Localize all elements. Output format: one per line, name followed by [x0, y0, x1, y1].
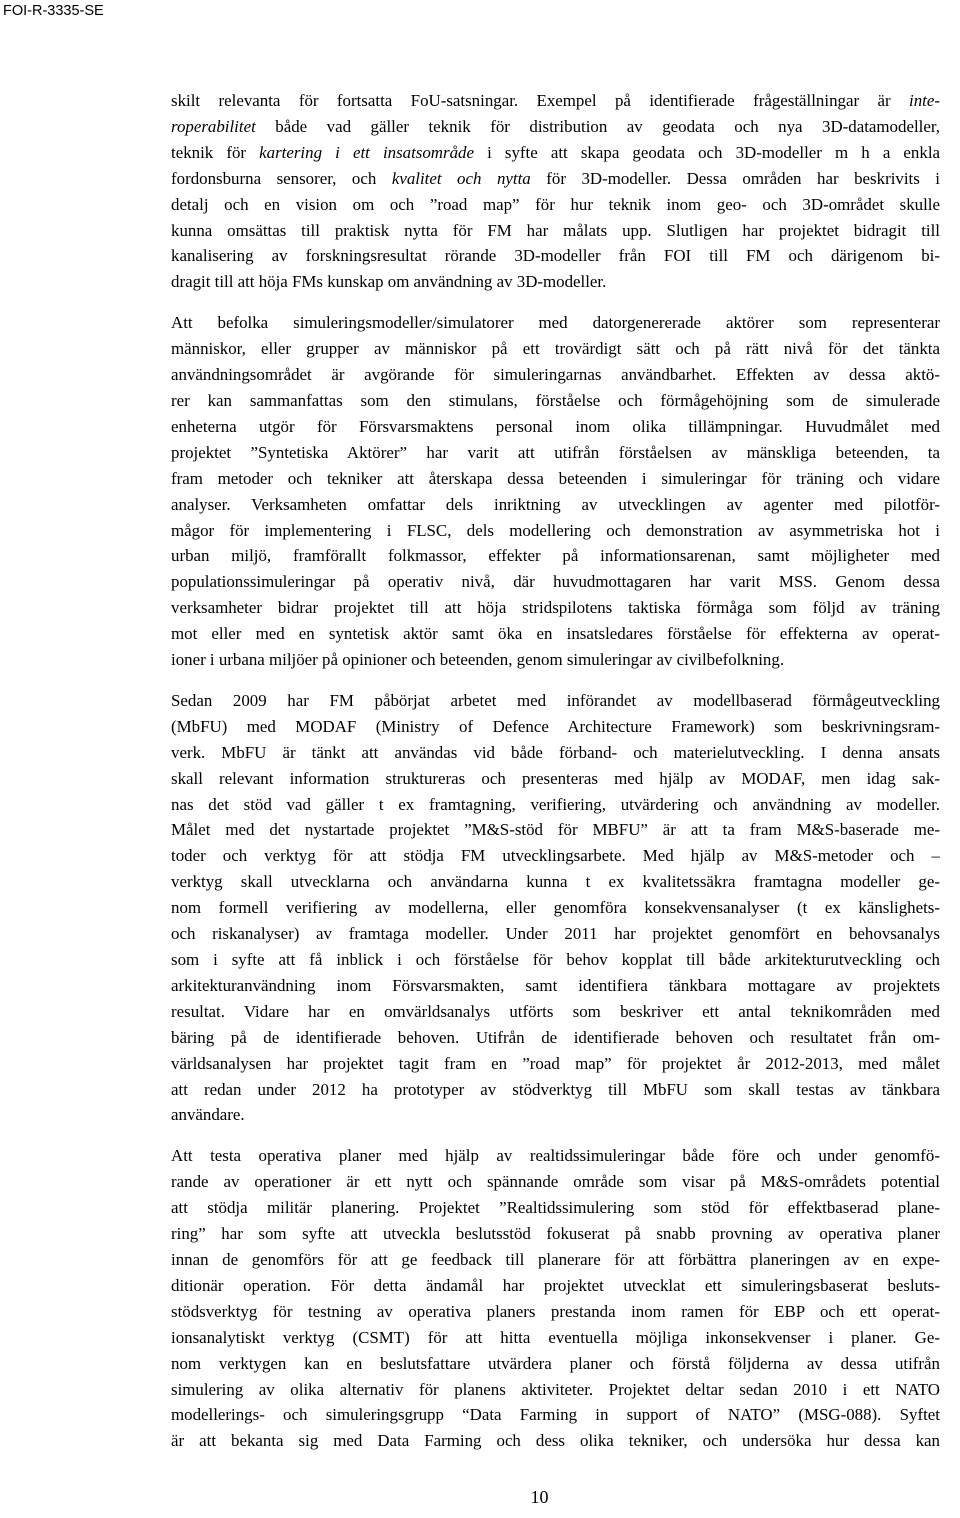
- text-segment: fordonsburna sensorer, och: [171, 168, 392, 188]
- text-segment: ditionär operation. För detta ändamål har projektet utvecklat ett simuleringsbaserat besluts-: [171, 1275, 940, 1295]
- italic-term: roperabilitet: [171, 116, 256, 136]
- text-segment: Att befolka simuleringsmodeller/simulatorer med datorgenererade aktörer som representerar: [171, 313, 940, 333]
- text-line: [171, 740, 940, 766]
- text-segment: världsanalysen har projektet tagit fram en ”road map” för projektet år 2012-2013, med målet: [171, 1053, 940, 1073]
- italic-term: kvalitet och nytta: [391, 168, 531, 188]
- text-line: [171, 1143, 940, 1169]
- text-segment: att stödja militär planering. Projektet ”Realtidssimulering som stöd för effektbaserad plane-: [171, 1198, 940, 1218]
- text-line: [171, 569, 940, 595]
- text-line: [171, 1247, 940, 1273]
- text-segment: verktyg skall utvecklarna och användarna kunna t ex kvalitetssäkra framtagna modeller ge-: [171, 872, 940, 892]
- text-line: [171, 1428, 940, 1454]
- paragraph: [171, 310, 940, 673]
- text-line: [171, 88, 940, 114]
- text-segment: fram metoder och tekniker att återskapa dessa beteenden i simuleringar för träning och vidare: [171, 468, 940, 488]
- text-line: [171, 1351, 940, 1377]
- text-line: [171, 269, 940, 295]
- text-line: [171, 1025, 940, 1051]
- text-segment: toder och verktyg för att stödja FM utvecklingsarbete. Med hjälp av M&S-metoder och –: [171, 846, 940, 866]
- text-segment: är att bekanta sig med Data Farming och dess olika tekniker, och undersöka hur dessa kan: [171, 1431, 940, 1451]
- text-segment: som i syfte att få inblick i och förståelse för behov kopplat till både arkitekturutveckling och: [171, 950, 940, 969]
- text-line: [171, 1169, 940, 1195]
- text-line: [171, 1299, 940, 1325]
- text-line: [171, 466, 940, 492]
- text-line: [171, 1377, 940, 1403]
- text-segment: skilt relevanta för fortsatta FoU-satsningar. Exempel på identifierade frågeställningar är: [171, 91, 910, 110]
- text-line: [171, 921, 940, 947]
- text-segment: stödsverktyg för testning av operativa planers prestanda inom ramen för EBP och ett operat-: [171, 1301, 940, 1321]
- text-line: [171, 492, 940, 518]
- text-segment: att redan under 2012 ha prototyper av stödverktyg till MbFU som skall testas av tänkbara: [171, 1079, 940, 1099]
- text-segment: enheterna utgör för Försvarsmaktens personal inom olika tillämpningar. Huvudmålet med: [171, 416, 940, 436]
- text-line: [171, 114, 940, 140]
- text-segment: mot eller med en syntetisk aktör samt öka en insatsledares förståelse för effekterna av operat-: [171, 624, 940, 644]
- text-line: [171, 166, 940, 192]
- text-line: [171, 869, 940, 895]
- text-segment: innan de genomförs för att ge feedback till planerare för att förbättra planeringen av en expe-: [171, 1249, 940, 1269]
- text-segment: för 3D-modeller. Dessa områden har beskrivits i: [530, 168, 940, 188]
- text-segment: ring” har som syfte att utveckla beslutsstöd fokuserat på snabb provning av operativa planer: [171, 1224, 940, 1244]
- text-line: [171, 792, 940, 818]
- text-line: [171, 1273, 940, 1299]
- text-segment: populationssimuleringar på operativ nivå, där huvudmottagaren har varit MSS. Genom dessa: [171, 572, 940, 592]
- text-line: [171, 1077, 940, 1103]
- text-line: [171, 336, 940, 362]
- text-line: [171, 543, 940, 569]
- text-segment: Målet med det nystartade projektet ”M&S-stöd för MBFU” är att ta fram M&S-baserade me-: [171, 820, 940, 840]
- text-segment: projektet ”Syntetiska Aktörer” har varit att utifrån förståelsen av mänskliga beteenden, ta: [171, 442, 940, 462]
- text-segment: användningsområdet är avgörande för simuleringarnas användbarhet. Effekten av dessa aktö-: [171, 365, 940, 385]
- text-segment: människor, eller grupper av människor på ett trovärdigt sätt och på rätt nivå för det tänkta: [171, 339, 940, 359]
- text-segment: verk. MbFU är tänkt att användas vid både förband- och materielutveckling. I denna ansats: [171, 742, 940, 762]
- text-line: [171, 243, 940, 269]
- text-segment: användare.: [171, 1105, 245, 1125]
- text-line: [171, 647, 940, 673]
- text-line: [171, 621, 940, 647]
- text-segment: kanalisering av forskningsresultat rörande 3D-modeller från FOI till FM och därigenom bi-: [171, 246, 940, 266]
- text-segment: Att testa operativa planer med hjälp av realtidssimuleringar både före och under genomfö-: [171, 1146, 940, 1166]
- text-line: [171, 843, 940, 869]
- text-segment: bäring på de identifierade behoven. Utifrån de identifierade behoven och resultatet från om-: [171, 1027, 940, 1047]
- text-line: [171, 1402, 940, 1428]
- text-segment: arkitekturanvändning inom Försvarsmakten, samt identifiera tänkbara mottagare av projektets: [171, 975, 940, 995]
- paragraph: [171, 688, 940, 1128]
- text-line: [171, 973, 940, 999]
- text-line: [171, 947, 940, 973]
- text-line: [171, 766, 940, 792]
- text-segment: nom verktygen kan en beslutsfattare utvärdera planer och förstå följderna av dessa utifrån: [171, 1353, 940, 1373]
- text-segment: rande av operationer är ett nytt och spännande område som visar på M&S-områdets potential: [171, 1172, 940, 1192]
- text-line: [171, 310, 940, 336]
- text-segment: dragit till att höja FMs kunskap om användning av 3D-modeller.: [171, 272, 607, 292]
- text-line: [171, 440, 940, 466]
- text-line: [171, 414, 940, 440]
- text-segment: analyser. Verksamheten omfattar dels inriktning av utvecklingen av agenter med pilotför-: [171, 494, 940, 514]
- text-line: [171, 388, 940, 414]
- text-segment: teknik för: [171, 142, 260, 162]
- text-segment: detalj och en vision om och ”road map” för hur teknik inom geo- och 3D-området skulle: [171, 194, 940, 214]
- text-line: [171, 895, 940, 921]
- text-line: [171, 817, 940, 843]
- text-line: [171, 218, 940, 244]
- text-segment: simulering av olika alternativ för planens aktiviteter. Projektet deltar sedan 2010 i ett NATO: [171, 1379, 940, 1399]
- text-segment: nas det stöd vad gäller t ex framtagning, verifiering, utvärdering och användning av modeller.: [171, 794, 940, 814]
- text-line: [171, 1195, 940, 1221]
- text-line: [171, 518, 940, 544]
- text-line: [171, 1325, 940, 1351]
- text-segment: både vad gäller teknik för distribution av geodata och nya 3D-datamodeller,: [255, 116, 940, 136]
- text-segment: modellerings- och simuleringsgrupp “Data Farming in support of NATO” (MSG-088). Syftet: [171, 1405, 940, 1425]
- text-line: [171, 140, 940, 166]
- italic-term: kartering i ett insatsområde: [259, 142, 474, 162]
- text-segment: ionsanalytiskt verktyg (CSMT) för att hitta eventuella möjliga inkonsekvenser i planer. Ge-: [171, 1327, 940, 1347]
- text-segment: skall relevant information struktureras och presenteras med hjälp av MODAF, men idag sak-: [171, 768, 940, 788]
- italic-term: inte-: [909, 91, 940, 110]
- text-segment: i syfte att skapa geodata och 3D-modeller m h a enkla: [473, 142, 941, 162]
- paragraph: [171, 1143, 940, 1454]
- paragraph: [171, 88, 940, 295]
- text-segment: Sedan 2009 har FM påbörjat arbetet med införandet av modellbaserad förmågeutveckling: [171, 690, 940, 710]
- report-id-header: FOI-R-3335-SE: [3, 3, 104, 19]
- text-line: [171, 1051, 940, 1077]
- body-text: [171, 88, 940, 1469]
- text-segment: ioner i urbana miljöer på opinioner och beteenden, genom simuleringar av civilbefolkning.: [171, 650, 785, 670]
- text-segment: mågor för implementering i FLSC, dels modellering och demonstration av asymmetriska hot i: [171, 520, 940, 540]
- text-segment: (MbFU) med MODAF (Ministry of Defence Architecture Framework) som beskrivningsram-: [171, 716, 940, 736]
- text-line: [171, 999, 940, 1025]
- text-segment: urban miljö, framförallt folkmassor, effekter på informationsarenan, samt möjligheter med: [171, 546, 940, 566]
- page-number: 10: [530, 1487, 549, 1507]
- text-line: [171, 688, 940, 714]
- text-line: [171, 192, 940, 218]
- text-line: [171, 595, 940, 621]
- text-line: [171, 1221, 940, 1247]
- text-line: [171, 1102, 940, 1128]
- text-segment: rer kan sammanfattas som den stimulans, förståelse och förmågehöjning som de simulerade: [171, 390, 940, 410]
- text-segment: verksamheter bidrar projektet till att höja stridspilotens taktiska förmåga som följd av träning: [171, 598, 940, 618]
- text-line: [171, 714, 940, 740]
- text-segment: kunna omsättas till praktisk nytta för FM har målats upp. Slutligen har projektet bidragit till: [171, 220, 940, 240]
- text-segment: resultat. Vidare har en omvärldsanalys utförts som beskriver ett antal teknikområden med: [171, 1001, 940, 1021]
- text-segment: och riskanalyser) av framtaga modeller. Under 2011 har projektet genomfört en behovsanalys: [171, 924, 940, 944]
- text-segment: nom formell verifiering av modellerna, eller genomföra konsekvensanalyser (t ex känslighets-: [171, 898, 940, 918]
- text-line: [171, 362, 940, 388]
